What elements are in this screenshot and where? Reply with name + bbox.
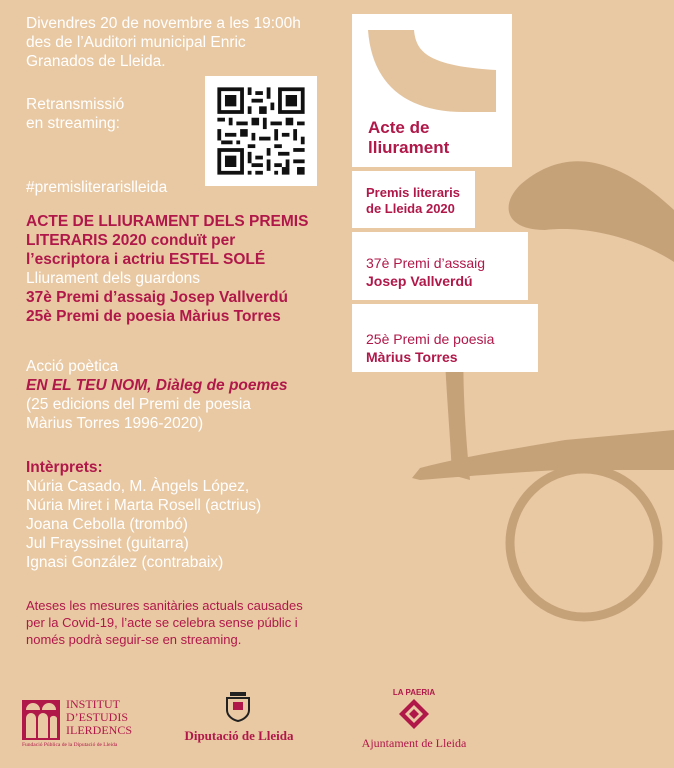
assaig-card: [352, 232, 528, 300]
diputacio-shield-icon: [224, 690, 252, 722]
main-card: [352, 14, 512, 167]
iei-arches-icon: [22, 700, 60, 740]
program-title: ACTE DE LLIURAMENT DELS PREMIS: [26, 213, 309, 230]
paeria-diamond-icon: [398, 698, 430, 730]
performer-line: Jul Frayssinet (guitarra): [26, 535, 189, 552]
action-label: Acció poètica: [26, 358, 119, 375]
performer-line: Núria Casado, M. Àngels López,: [26, 478, 250, 495]
main-card-title-2: lliurament: [368, 138, 450, 157]
covid-notice: Ateses les mesures sanitàries actuals causades: [26, 598, 303, 613]
poesia-card: [352, 304, 538, 372]
premis-card-line-2: de Lleida 2020: [366, 201, 455, 216]
performer-line: Núria Miret i Marta Rosell (actrius): [26, 497, 262, 514]
performer-line: Joana Cebolla (trombó): [26, 516, 188, 533]
awards-label: Lliurament dels guardons: [26, 270, 201, 287]
assaig-card-line: 37è Premi d’assaig: [366, 255, 486, 271]
assaig-card-name: Josep Vallverdú: [366, 273, 473, 289]
covid-notice-3: només podrà seguir-se en streaming.: [26, 632, 242, 647]
premis-card-line: Premis literaris: [366, 185, 460, 200]
streaming-label: Retransmissió: [26, 96, 125, 113]
award-poesia: 25è Premi de poesia Màrius Torres: [26, 308, 281, 325]
event-venue: des de l’Auditori municipal Enric: [26, 34, 246, 51]
event-date: Divendres 20 de novembre a les 19:00h: [26, 15, 301, 32]
streaming-label-2: en streaming:: [26, 115, 120, 132]
action-note: (25 edicions del Premi de poesia: [26, 396, 251, 413]
quote-mark-icon: [368, 30, 496, 112]
event-venue-2: Granados de Lleida.: [26, 53, 166, 70]
program-title-3: l’escriptora i actriu ESTEL SOLÉ: [26, 251, 266, 268]
qr-code[interactable]: [205, 76, 317, 186]
premis-card: [352, 171, 475, 228]
iei-name: INSTITUT: [66, 697, 120, 711]
qr-code-icon: [205, 76, 317, 186]
ajuntament-name: Ajuntament de Lleida: [361, 736, 467, 750]
hashtag[interactable]: #premisliterarislleida: [26, 179, 168, 196]
action-title: EN EL TEU NOM, Diàleg de poemes: [26, 377, 288, 394]
iei-name-2: D’ESTUDIS: [66, 710, 128, 724]
head-curve: [509, 161, 674, 262]
iei-subtitle: Fundació Pública de la Diputació de Lleida: [22, 742, 118, 748]
performers-label: Intèrprets:: [26, 459, 103, 476]
action-note-2: Màrius Torres 1996-2020): [26, 415, 204, 432]
poesia-card-line: 25è Premi de poesia: [366, 331, 495, 347]
program-title-2: LITERARIS 2020 conduït per: [26, 232, 236, 249]
diputacio-name: Diputació de Lleida: [184, 728, 294, 743]
iei-name-3: ILERDENCS: [66, 723, 132, 737]
main-card-title: Acte de: [368, 118, 430, 137]
award-assaig: 37è Premi d’assaig Josep Vallverdú: [26, 289, 288, 306]
covid-notice-2: per la Covid-19, l’acte se celebra sense públic i: [26, 615, 298, 630]
performer-line: Ignasi González (contrabaix): [26, 554, 224, 571]
poesia-card-name: Màrius Torres: [366, 349, 458, 365]
paeria-label: LA PAERIA: [392, 688, 436, 697]
